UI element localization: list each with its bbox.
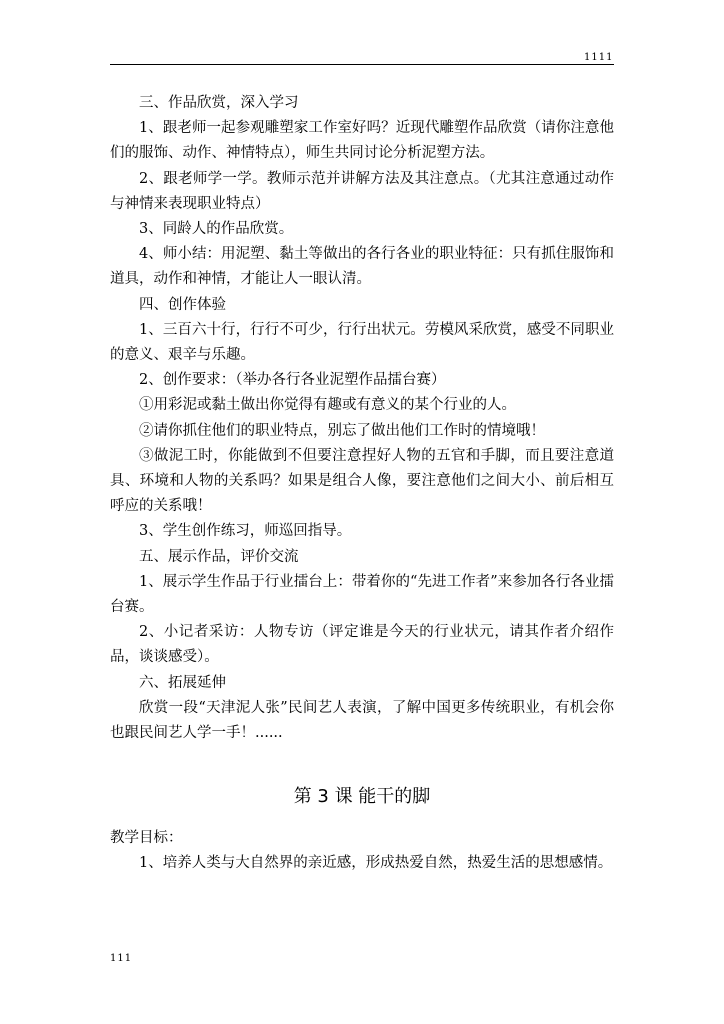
section-heading-4: 四、创作体验 (139, 296, 226, 313)
list-item: ①用彩泥或黏土做出你觉得有趣或有意义的某个行业的人。 (139, 397, 516, 414)
paragraph: 4、师小结：用泥塑、黏土等做出的各行各业的职业特征：只有抓住服饰和道具，动作和神情，才能让人一眼认清。 (110, 246, 614, 288)
paragraph: 1、三百六十行，行行不可少，行行出状元。劳模风采欣赏，感受不同职业的意义、艰辛与乐趣。 (110, 321, 614, 364)
paragraph: 2、跟老师学一学。教师示范并讲解方法及其注意点。（尤其注意通过动作与神情来表现职业特点） (110, 170, 614, 212)
objectives-label: 教学目标： (110, 830, 183, 847)
paragraph: 1、跟老师一起参观雕塑家工作室好吗？近现代雕塑作品欣赏（请你注意他们的服饰、动作、神情特点），师生共同讨论分析泥塑方法。 (110, 120, 614, 162)
document-body (110, 91, 614, 877)
paragraph: 3、学生创作练习，师巡回指导。 (139, 523, 352, 540)
paragraph: 欣赏一段“天津泥人张”民间艺人表演，了解中国更多传统职业，有机会你也跟民间艺人学一手！...... (110, 699, 614, 742)
paragraph: 3、同龄人的作品欣赏。 (139, 221, 294, 238)
list-item: ②请你抓住他们的职业特点，别忘了做出他们工作时的情境哦！ (139, 422, 545, 439)
section-heading-3: 三、作品欣赏，深入学习 (139, 95, 299, 111)
section-heading-6: 六、拓展延伸 (139, 674, 226, 691)
paragraph: 1、展示学生作品于行业擂台上：带着你的“先进工作者”来参加各行各业擂台赛。 (110, 573, 614, 616)
list-item: ③做泥工时，你能做到不但要注意捏好人物的五官和手脚，而且要注意道具、环境和人物的关系吗？如果是组合人像，要注意他们之间大小、前后相互呼应的关系哦！ (110, 447, 614, 515)
paragraph: 2、小记者采访：人物专访（评定谁是今天的行业状元，请其作者介绍作品，谈谈感受）。 (110, 624, 614, 666)
header-page-number: 1111 (584, 52, 614, 63)
header-rule (110, 64, 614, 65)
lesson-title: 第 3 课 能干的脚 (293, 786, 431, 808)
objective-item: 1、培养人类与大自然界的亲近感，形成热爱自然，热爱生活的思想感情。 (139, 855, 613, 872)
section-heading-5: 五、展示作品，评价交流 (139, 548, 299, 565)
paragraph: 2、创作要求：（举办各行各业泥塑作品擂台赛） (139, 372, 446, 389)
footer-page-number: 111 (110, 953, 133, 964)
